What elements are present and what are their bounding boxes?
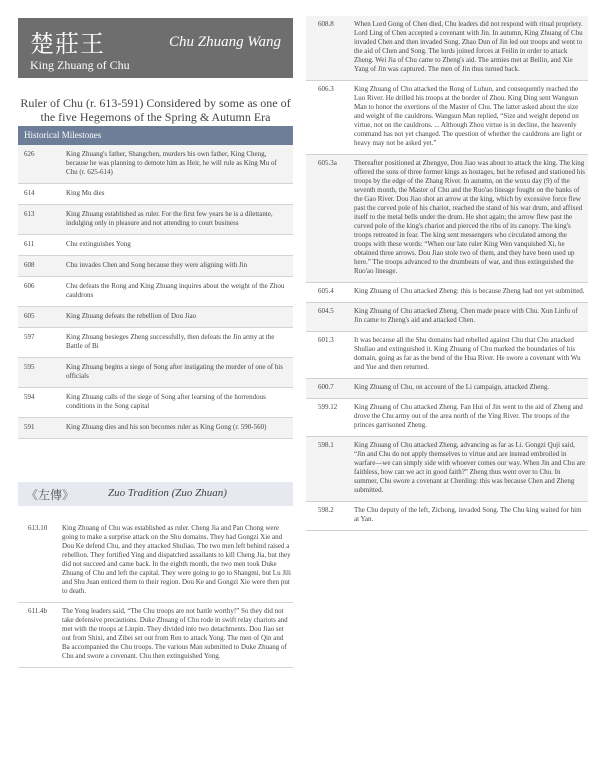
title-english: King Zhuang of Chu [30, 58, 130, 72]
entry-reference: 611.4b [28, 607, 47, 615]
entry-reference: 608.8 [318, 20, 334, 28]
entry-reference: 613.10 [28, 524, 48, 532]
milestone-year: 613 [24, 210, 35, 218]
entry-text: King Zhuang of Chu, on account of the Li campaign, attacked Zheng. [354, 383, 550, 391]
entry-text: The Chu deputy of the left, Zichong, invaded Song. The Chu king waited for him at Yan. [354, 506, 582, 523]
zuo-entry [306, 283, 588, 303]
milestone-text: Chu extinguishes Yong [66, 240, 131, 248]
entry-reference: 598.2 [318, 506, 334, 514]
milestone-year: 594 [24, 393, 35, 401]
milestone-year: 605 [24, 312, 35, 320]
zuo-entry [306, 303, 588, 332]
entry-reference: 605.3a [318, 159, 337, 167]
milestone-year: 626 [24, 150, 35, 158]
milestone-text: Chu defeats the Rong and King Zhuang inquires about the weight of the Zhou cauldrons [66, 282, 285, 299]
zuo-title-chinese: 《左傳》 [26, 488, 75, 502]
milestone-row [18, 277, 293, 307]
zuo-entry [306, 81, 588, 155]
milestone-text: King Zhuang defeats the rebellion of Dou Jiao [66, 312, 197, 320]
zuo-entry [306, 379, 588, 399]
entry-text: King Zhuang of Chu was established as ruler. Cheng Jia and Pan Chong were going to make a surprise attack on the Shu domains. They had Gongzi Xie and Dou Ke defend Chu, and they attacked Shuliao. The two men left behind raised a rebellion. They fortified Ying and dispatched assailants to kill Cheng Jia, but they did not succeed and came back. In the eighth month, the two men took Duke Zhuang of Chu and left the capital. They were going to go to Shangmi, but Lu Jili and Shu Juan enticed them to their region. Dou Ke and Gongzi Xie were then put to death. [62, 524, 291, 595]
entry-reference: 598.1 [318, 441, 334, 449]
title-chinese: 楚莊王 [30, 30, 105, 58]
milestone-year: 611 [24, 240, 35, 248]
entry-reference: 599.12 [318, 403, 338, 411]
milestone-text: King Zhuang begins a siege of Song after instigating the murder of one of his officials [66, 363, 283, 380]
milestone-row [18, 145, 293, 184]
milestone-row [18, 184, 293, 205]
entry-reference: 606.3 [318, 85, 334, 93]
milestone-row [18, 235, 293, 256]
title-romanized: Chu Zhuang Wang [169, 34, 281, 50]
milestone-row [18, 307, 293, 328]
entry-reference: 601.3 [318, 336, 334, 344]
zuo-entry [306, 502, 588, 531]
milestone-row [18, 388, 293, 418]
right-column-entries [306, 16, 588, 531]
milestone-year: 597 [24, 333, 35, 341]
entry-text: King Zhuang of Chu attacked the Rong of Luhun, and consequently reached the Luo River. He drilled his troops at the border of Zhou. King Ding sent Wangsun Man to honor the exertions of the Master of Chu. The latter asked about the size and weight of the cauldrons. Wangsun Man replied, “Size and weight depend on virtue, not on the cauldrons. ... Although Zhou virtue is in decline, the heavenly command has not yet changed. The question of whether the cauldrons are light or heavy may not be asked yet.” [354, 85, 583, 147]
zuo-entry [306, 399, 588, 437]
zuo-entries [18, 520, 293, 668]
ruler-description-line2: the five Hegemons of the Spring & Autumn Era [40, 110, 271, 124]
zuo-entry [18, 520, 293, 603]
milestone-row [18, 418, 293, 439]
entry-reference: 605.4 [318, 287, 334, 295]
milestone-text: Chu invades Chen and Song because they were aligning with Jin [66, 261, 248, 269]
zuo-entry [306, 155, 588, 283]
entry-text: King Zhuang of Chu attacked Zheng. Chen made peace with Chu. Xun Linfu of Jin came to Zheng's aid and attacked Chen. [354, 307, 578, 324]
zuo-tradition-banner [18, 482, 293, 506]
milestone-text: King Zhuang's father, Shangchen, murders his own father, King Cheng, because he was planning to demote him as Heir, he will rule as King Mu of Chu (r. 625-614) [66, 150, 277, 176]
zuo-entry [306, 437, 588, 502]
ruler-description [18, 96, 293, 124]
ruler-description-line1: Ruler of Chu (r. 613-591) Considered by some as one of [20, 96, 291, 110]
entry-text: It was because all the Shu domains had rebelled against Chu that Chu attacked Shuliao and extinguished it. King Zhuang of Chu marked the boundaries of his domain, going as far as the bend of the Hua River. He swore a covenant with Wu and Yue and then returned. [354, 336, 581, 371]
milestone-row [18, 205, 293, 235]
zuo-title: Zuo Tradition (Zuo Zhuan) [108, 487, 227, 499]
milestone-text: King Zhuang established as ruler. For the first few years he is a dilettante, indulging only in pleasure and not attending to court business [66, 210, 273, 227]
entry-reference: 604.5 [318, 307, 334, 315]
entry-reference: 600.7 [318, 383, 334, 391]
milestone-year: 608 [24, 261, 35, 269]
zuo-entry [18, 603, 293, 668]
entry-text: King Zhuang of Chu attacked Zheng. Fan Hui of Jin went to the aid of Zheng and drove the Chu army out of the area north of the Ying River. The troops of the princes garrisoned Zheng. [354, 403, 583, 429]
milestone-year: 614 [24, 189, 35, 197]
entry-text: When Lord Gong of Chen died, Chu leaders did not respond with ritual propriety. Lord Ling of Chen accepted a covenant with Jin. In autumn, King Zhuang of Chu invaded Chen and then invaded Song. Zhao Dun of Jin led out troops and went to the aid of Chen and Song. The lords joined forces at Feilin in order to attack Zheng. Wei Jia of Chu came to Zheng's aid. The armies met at Beilin, and Xie Yang of Jin was captured. The men of Jin thus turned back. [354, 20, 583, 73]
milestone-text: King Zhuang besieges Zheng successfully, then defeats the Jin army at the Battle of Bi [66, 333, 275, 350]
milestone-year: 595 [24, 363, 35, 371]
milestone-text: King Mu dies [66, 189, 105, 197]
title-banner [18, 18, 293, 78]
zuo-entry [306, 332, 588, 379]
milestone-row [18, 358, 293, 388]
milestone-text: King Zhuang calls of the siege of Song after learning of the horrendous conditions in the Song capital [66, 393, 266, 410]
milestone-year: 591 [24, 423, 35, 431]
milestone-row [18, 256, 293, 277]
milestones-table [18, 126, 293, 439]
zuo-entry [306, 16, 588, 81]
milestone-year: 606 [24, 282, 35, 290]
entry-text: King Zhuang of Chu attacked Zheng, advancing as far as Li. Gongzi Quji said, “Jin and Chu do not apply themselves to virtue and are instead embroiled in warfare—we can simply side with whoever comes our way. When Jin and Chu are faithless, how can we act in good faith?” Zheng thus went over to Chu. In summer, Chu swore a covenant at Chenling: this was because Chen and Zheng submitted. [354, 441, 586, 494]
milestone-text: King Zhuang dies and his son becomes ruler as King Gong (r. 590-560) [66, 423, 267, 431]
entry-text: The Yong leaders said, “The Chu troops are not battle worthy!” So they did not take defensive precautions. Duke Zhuang of Chu rode in swift relay chariots and met with the troops at Linpin. They divided into two detachments. Dou Jiao set out from Shixi, and Zibei set out from Ren to attack Yong. The men of Qin and Ba accompanied the Chu troops. The various Man submitted to Duke Zhuang of Chu and swore a covenant. Chu then extinguished Yong. [62, 607, 288, 660]
milestone-row [18, 328, 293, 358]
entry-text: Thereafter positioned at Zhengye, Dou Jiao was about to attack the king. The king offered the sons of three former kings as hostages, but he refused and stationed his troops by the edge of the Zhang River. In autumn, on the wuxu day (9) of the seventh month, the Master of Chu and the Ruo'ao lineage fought on the banks of the Gao River. Dou Jiao shot an arrow at the king, which by excessive force flew past the curved pole of his chariot, reached the stand of his war drum, and affixed itself to the metal bells under the drum. He shot again; the arrow flew past the curved pole of the king's chariot and pierced the ribs of its canopy. The king's troops retreated in fear. The king sent messengers who circulated among the troops with these words: “When our late ruler King Wen vanquished Xi, he obtained three arrows. Dou Jiao stole two of them, and they have been used up here.” The troops advanced to the drumbeats of war, and thus extinguished the Ruo'ao lineage. [354, 159, 586, 275]
entry-text: King Zhuang of Chu attacked Zheng: this is because Zheng had not yet submitted. [354, 287, 585, 295]
milestones-heading: Historical Milestones [18, 126, 293, 145]
